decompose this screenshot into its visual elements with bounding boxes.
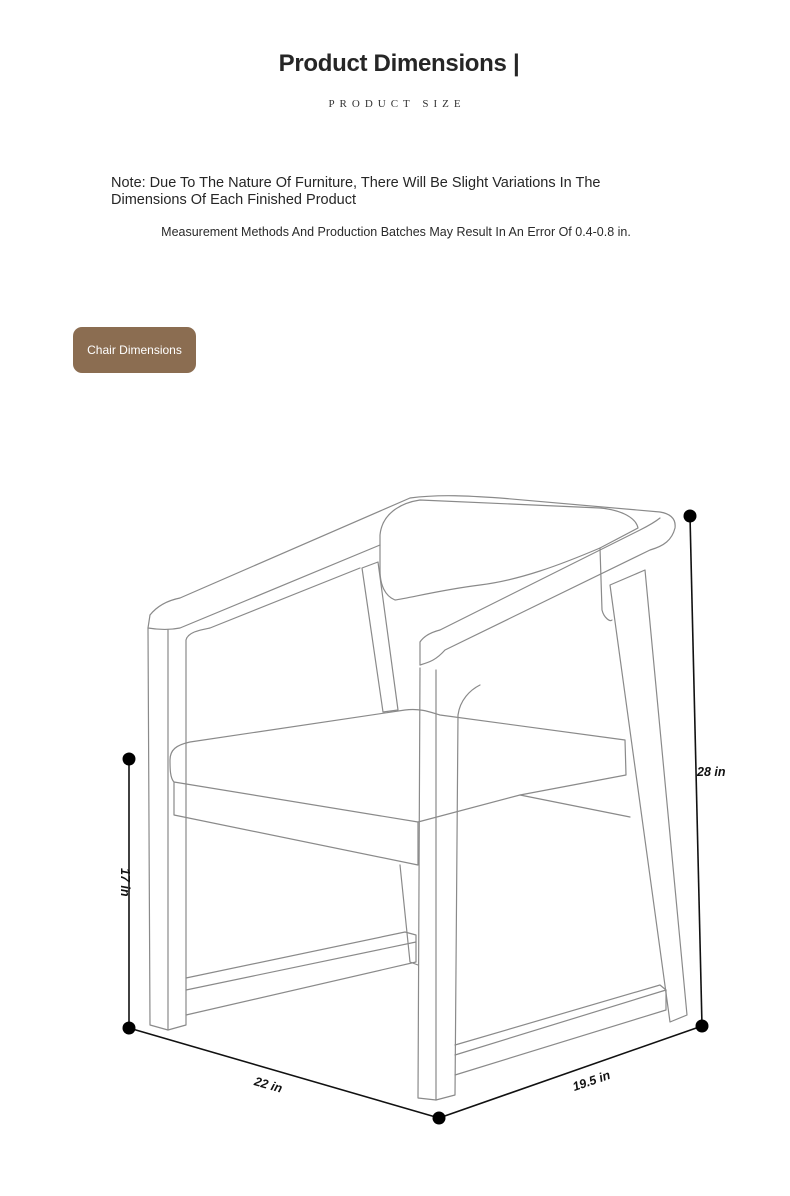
- dimension-lines: [129, 516, 702, 1118]
- endpoint-dot: [684, 510, 697, 523]
- page-subtitle: PRODUCT SIZE: [328, 98, 466, 110]
- chair-outline: [148, 496, 687, 1100]
- dimension-endpoints: [123, 510, 709, 1125]
- width-line: [129, 1028, 439, 1118]
- variation-note: Note: Due To The Nature Of Furniture, There Will Be Slight Variations In The Dimensions Of Each Finished Product: [111, 175, 601, 208]
- endpoint-dot: [123, 1022, 136, 1035]
- page-title: Product Dimensions |: [278, 50, 520, 77]
- height-dimension-label: 28 in: [697, 765, 726, 779]
- endpoint-dot: [696, 1020, 709, 1033]
- seat-height-dimension-label: 17 in: [118, 868, 132, 897]
- width-dimension-label: 22 in: [252, 1074, 284, 1096]
- endpoint-dot: [123, 753, 136, 766]
- measurement-error-note: Measurement Methods And Production Batches May Result In An Error Of 0.4-0.8 in.: [161, 225, 631, 239]
- depth-dimension-label: 19.5 in: [570, 1068, 613, 1094]
- chair-dimensions-tab-label: Chair Dimensions: [87, 343, 182, 357]
- endpoint-dot: [433, 1112, 446, 1125]
